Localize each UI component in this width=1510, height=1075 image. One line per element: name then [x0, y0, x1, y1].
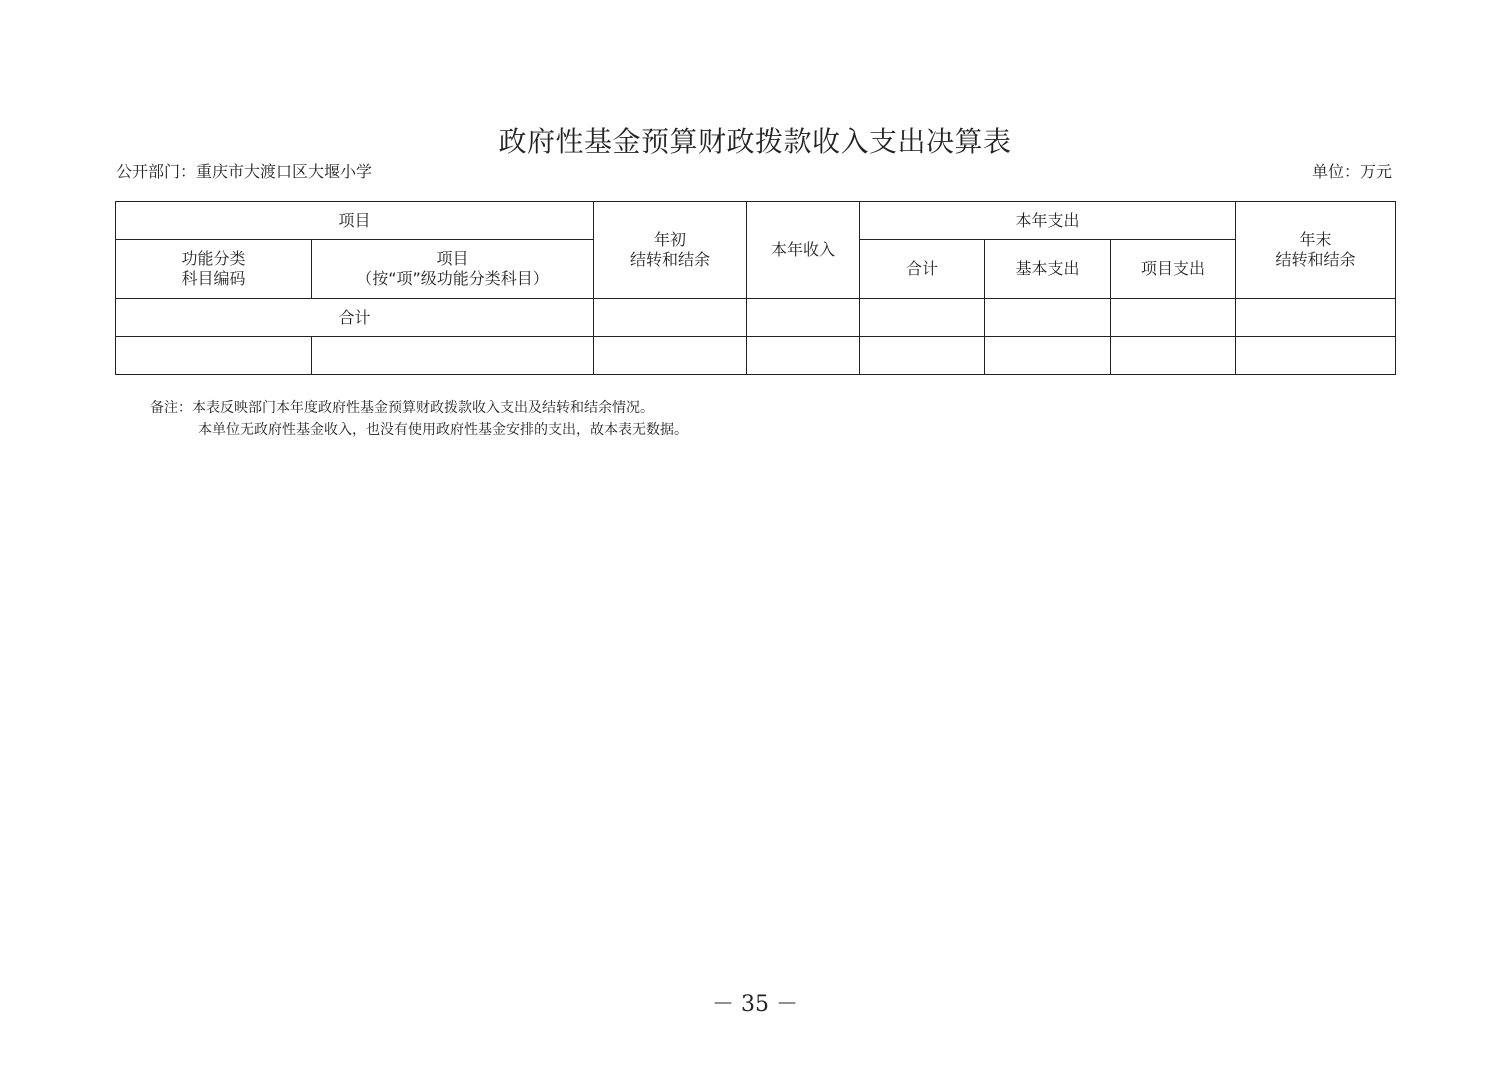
- page-number: － 35 －: [712, 992, 798, 1017]
- empty-expense-total-cell: [860, 337, 985, 375]
- page-title: 政府性基金预算财政拨款收入支出决算表: [498, 125, 1012, 158]
- empty-current-income-cell: [747, 337, 860, 375]
- unit-label: 单位：万元: [1311, 162, 1392, 181]
- empty-ending-balance-cell: [1236, 337, 1396, 375]
- notes: [150, 397, 688, 441]
- header-basic-expense: 基本支出: [985, 240, 1111, 299]
- empty-project-cell: [312, 337, 594, 375]
- header-total: 合计: [860, 240, 985, 299]
- header-project-sub: 项目 （按“项”级功能分类科目）: [312, 240, 594, 299]
- notes-line-2: 本单位无政府性基金收入，也没有使用政府性基金安排的支出，故本表无数据。: [198, 422, 688, 438]
- total-basic-expense-cell: [985, 299, 1111, 337]
- total-beginning-balance-cell: [594, 299, 747, 337]
- table-row-empty: [116, 337, 1396, 375]
- header-beginning-balance: 年初 结转和结余: [594, 202, 747, 299]
- empty-basic-expense-cell: [985, 337, 1111, 375]
- empty-project-expense-cell: [1111, 337, 1236, 375]
- header-ending-balance: 年末 结转和结余: [1236, 202, 1396, 299]
- header-current-expense: 本年支出: [860, 202, 1236, 240]
- department-label: 公开部门：重庆市大渡口区大堰小学: [116, 162, 373, 181]
- total-row-label: 合计: [116, 299, 594, 337]
- header-current-income: 本年收入: [747, 202, 860, 299]
- header-category-code: 功能分类 科目编码: [116, 240, 312, 299]
- total-expense-total-cell: [860, 299, 985, 337]
- header-project: 项目: [116, 202, 594, 240]
- notes-line-1: 备注：本表反映部门本年度政府性基金预算财政拨款收入支出及结转和结余情况。: [150, 400, 654, 416]
- total-ending-balance-cell: [1236, 299, 1396, 337]
- empty-category-code-cell: [116, 337, 312, 375]
- empty-beginning-balance-cell: [594, 337, 747, 375]
- table-row-total: [116, 299, 1396, 337]
- total-current-income-cell: [747, 299, 860, 337]
- header-project-expense: 项目支出: [1111, 240, 1236, 299]
- total-project-expense-cell: [1111, 299, 1236, 337]
- budget-table: [115, 201, 1396, 375]
